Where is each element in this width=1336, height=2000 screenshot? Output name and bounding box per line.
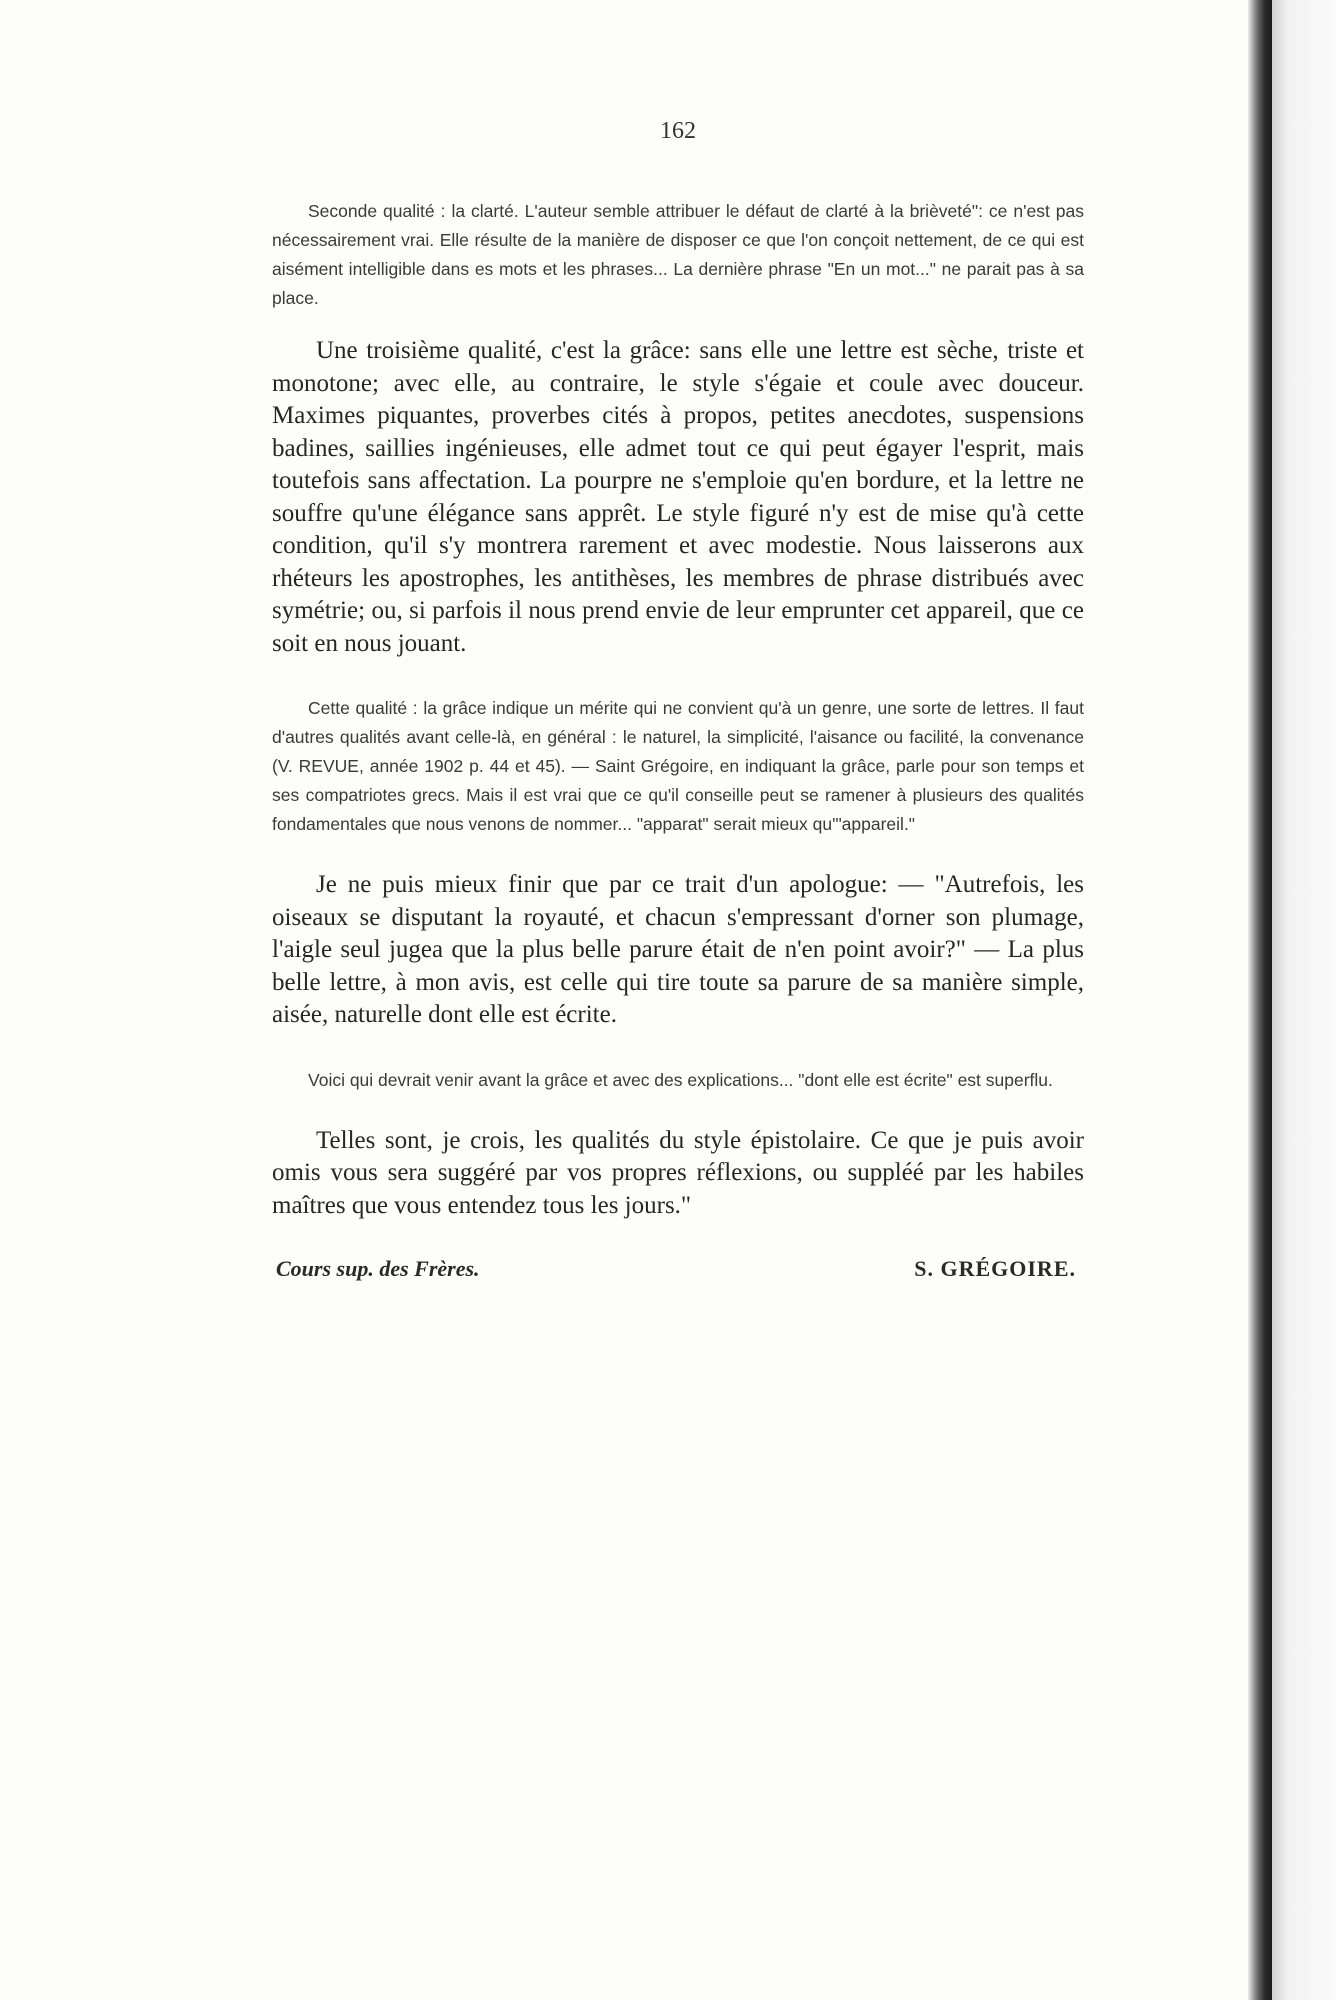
page-number: 162 — [660, 118, 696, 144]
facing-page-edge — [1272, 0, 1336, 2000]
body-paragraph-3: Telles sont, je crois, les qualités du style épistolaire. Ce que je puis avoir omis vous sera suggéré par vos propres réflexions, ou suppléé par les habiles maîtres que vous entendez tous les jours." — [272, 1126, 1084, 1219]
signature-place: Cours sup. des Frères. — [276, 1256, 480, 1281]
body-paragraph-1: Une troisième qualité, c'est la grâce: sans elle une lettre est sèche, triste et monotone; avec elle, au contraire, le style s'égaie et coule avec douceur. Maximes piquantes, proverbes cités à propos, petites anecdotes, suspensions badines, saillies ingénieuses, elle admet tout ce qui peut égayer l'esprit, mais toutefois sans affectation. La pourpre ne s'emploie qu'en bordure, et la lettre ne souffre qu'une élégance sans apprêt. Le style figuré n'y est de mise qu'à cette condition, qu'il s'y montrera rarement et avec modestie. Nous laisserons aux rhéteurs les apostrophes, les antithèses, les membres de phrase distribués avec symétrie; ou, si parfois il nous prend envie de leur emprunter cet appareil, que ce soit en nous jouant. — [272, 337, 1084, 657]
signature-author: S. GRÉGOIRE. — [914, 1256, 1076, 1281]
annotation-note-2: Cette qualité : la grâce indique un mérite qui ne convient qu'à un genre, une sorte de lettres. Il faut d'autres qualités avant celle-là, en général : le naturel, la simplicité, l'aisance ou facilité, la convenance (V. REVUE, année 1902 p. 44 et 45). — Saint Grégoire, en indiquant la grâce, parle pour son temps et ses compatriotes grecs. Mais il est vrai que ce qu'il conseille peut se ramener à plusieurs des qualités fondamentales que nous venons de nommer... "apparat" serait mieux qu'"appareil." — [272, 698, 1084, 834]
book-spine-shadow — [1248, 0, 1272, 2000]
annotation-note-3: Voici qui devrait venir avant la grâce et avec des explications... "dont elle est écrite" est superflu. — [308, 1069, 1053, 1090]
body-paragraph-2: Je ne puis mieux finir que par ce trait d'un apologue: — "Autrefois, les oiseaux se disputant la royauté, et chacun s'empressant d'orner son plumage, l'aigle seul jugea que la plus belle parure était de n'en point avoir?" — La plus belle lettre, à mon avis, est celle qui tire toute sa parure de sa manière simple, aisée, naturelle dont elle est écrite. — [272, 871, 1084, 1028]
page-content — [272, 118, 1084, 1282]
annotation-note-1: Seconde qualité : la clarté. L'auteur semble attribuer le défaut de clarté à la brièveté": ce n'est pas nécessairement vrai. Elle résulte de la manière de disposer ce que l'on conçoit nettement, de ce qui est aisément intelligible dans es mots et les phrases... La dernière phrase "En un mot..." ne parait pas à sa place. — [272, 201, 1084, 308]
signature-line — [272, 1256, 1084, 1282]
